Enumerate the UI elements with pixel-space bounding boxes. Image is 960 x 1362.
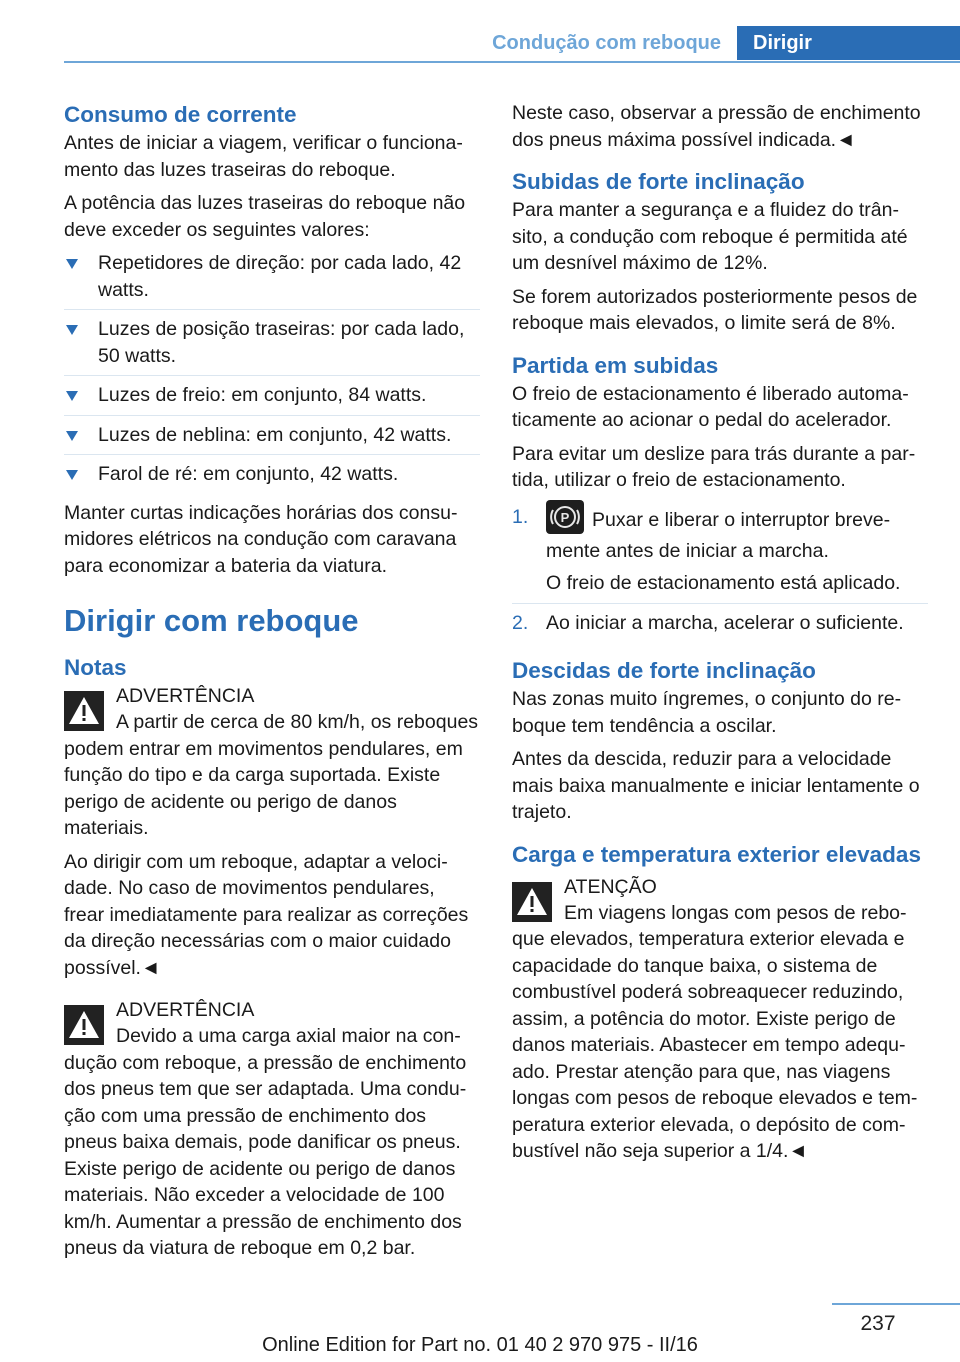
bullet-triangle-icon [66,470,78,480]
paragraph: Antes de iniciar a viagem, verificar o funcionamento das luzes traseiras do reboque. [64,132,463,181]
heading-consumo: Consumo de corrente [64,102,297,127]
paragraph: Nas zonas muito íngremes, o conjunto do reboque tem tendência a oscilar. [512,688,902,737]
list-item [64,422,480,456]
paragraph: Se forem autorizados posteriormente pesos de reboque mais elevados, o limite será de 8%. [512,285,918,334]
steps-list [512,504,928,643]
list-item-text: Luzes de freio: em conjunto, 84 watts. [98,384,427,406]
header-rule [64,61,960,63]
warning-triangle-icon [512,882,552,922]
svg-text:P: P [560,509,570,525]
parking-brake-button-icon [546,500,584,534]
footer-edition: Online Edition for Part no. 01 40 2 970 975 - II/16 [262,1334,698,1356]
header-section-title: Condução com reboque [492,32,721,54]
warning-triangle-icon [64,691,104,731]
list-item-text: Luzes de neblina: em conjunto, 42 watts. [98,423,452,446]
page-number-rule [832,1303,960,1305]
list-item [512,610,928,643]
step-number: 1. [512,505,529,528]
warning-title: ATENÇÃO [564,875,657,898]
page-number: 237 [860,1312,896,1335]
heading-descidas: Descidas de forte inclinação [512,658,816,683]
list-item [64,382,480,416]
paragraph: Para manter a segurança e a fluidez do trânsito, a condução com reboque é permitida até um desnível máximo de 12%. [512,199,908,274]
bullet-triangle-icon [66,325,78,335]
warning-triangle-icon [64,1005,104,1045]
heading-subidas: Subidas de forte inclinação [512,169,805,194]
paragraph: A potência das luzes traseiras do reboque não deve exceder os seguintes valores: [64,192,466,241]
paragraph: Manter curtas indicações horárias dos consumidores elétricos na condução com caravana para economizar a bateria da viatura. [64,501,458,577]
step-number: 2. [512,611,529,634]
paragraph: Neste caso, observar a pressão de enchimento dos pneus máxima possível indicada.◄ [512,102,921,151]
warning-title: ADVERTÊNCIA [116,685,255,707]
warning-block-3 [512,874,928,928]
bullet-triangle-icon [66,259,78,269]
heading-dirigir-com-reboque: Dirigir com reboque [64,603,359,638]
power-limits-list [64,250,480,494]
warning-title: ADVERTÊNCIA [116,999,255,1021]
paragraph: Para evitar um deslize para trás durante a partida, utilizar o freio de estacionamento. [512,442,916,491]
list-item [64,250,480,310]
heading-partida: Partida em subidas [512,352,719,378]
bullet-triangle-icon [66,391,78,401]
heading-carga: Carga e temperatura exterior elevadas [512,841,921,867]
paragraph: Antes da descida, reduzir para a velocidade mais baixa manualmente e iniciar lentamente o trajeto. [512,748,920,823]
step-result: O freio de estacionamento está aplicado. [546,572,901,594]
warning-body-2: Ao dirigir com um reboque, adaptar a velocidade. No caso de movimentos pendulares, frear imediatamente para realizar as correções da direção necessárias com o maior cuidado possível.◄ [64,850,469,979]
heading-notas: Notas [64,655,127,680]
step-text: Puxar e liberar o interruptor brevemente antes de iniciar a marcha. [546,508,891,562]
warning-body: Devido a uma carga axial maior na condução com reboque, a pressão de enchimento dos pneus tem que ser adaptada. Uma condução com uma pressão de enchimento dos pneus baixa demais, pode danificar os pneus. Existe perigo de acidente ou perigo de danos materiais. Não exceder a velocidade de 100 km/h. Aumentar a pressão de enchimento dos pneus da viatura de reboque em 0,2 bar. [64,1025,467,1259]
warning-body: Em viagens longas com pesos de reboque elevados, temperatura exterior elevada e capacidade do tanque baixa, o sistema de combustível poderá sobreaquecer reduzindo, assim, a potência do motor. Existe perigo de danos materiais. Abastecer em tempo adequado. Prestar atenção para que, nas viagens longas com pesos de reboque elevados e temperatura exterior elevada, o depósito de combustível não seja superior a 1/4.◄ [512,901,918,1162]
warning-block-2 [64,997,480,1051]
right-column [512,100,928,1172]
list-item-text: Repetidores de direção: por cada lado, 42 watts. [98,252,462,301]
paragraph: O freio de estacionamento é liberado automaticamente ao acionar o pedal do acelerador. [512,382,909,431]
warning-block-1 [64,683,480,737]
warning-body: A partir de cerca de 80 km/h, os reboques podem entrar em movimentos pendulares, em função do tipo e da carga suportada. Existe perigo de acidente ou perigo de danos materiais. [64,711,479,839]
list-item [64,316,480,376]
step-text: Ao iniciar a marcha, acelerar o suficiente. [546,611,904,634]
header-chapter-tab: Dirigir [737,26,960,60]
list-item [64,461,480,494]
bullet-triangle-icon [66,431,78,441]
list-item [512,504,928,604]
list-item-text: Farol de ré: em conjunto, 42 watts. [98,463,399,485]
left-column [64,100,480,1269]
list-item-text: Luzes de posição traseiras: por cada lado, 50 watts. [98,318,465,367]
